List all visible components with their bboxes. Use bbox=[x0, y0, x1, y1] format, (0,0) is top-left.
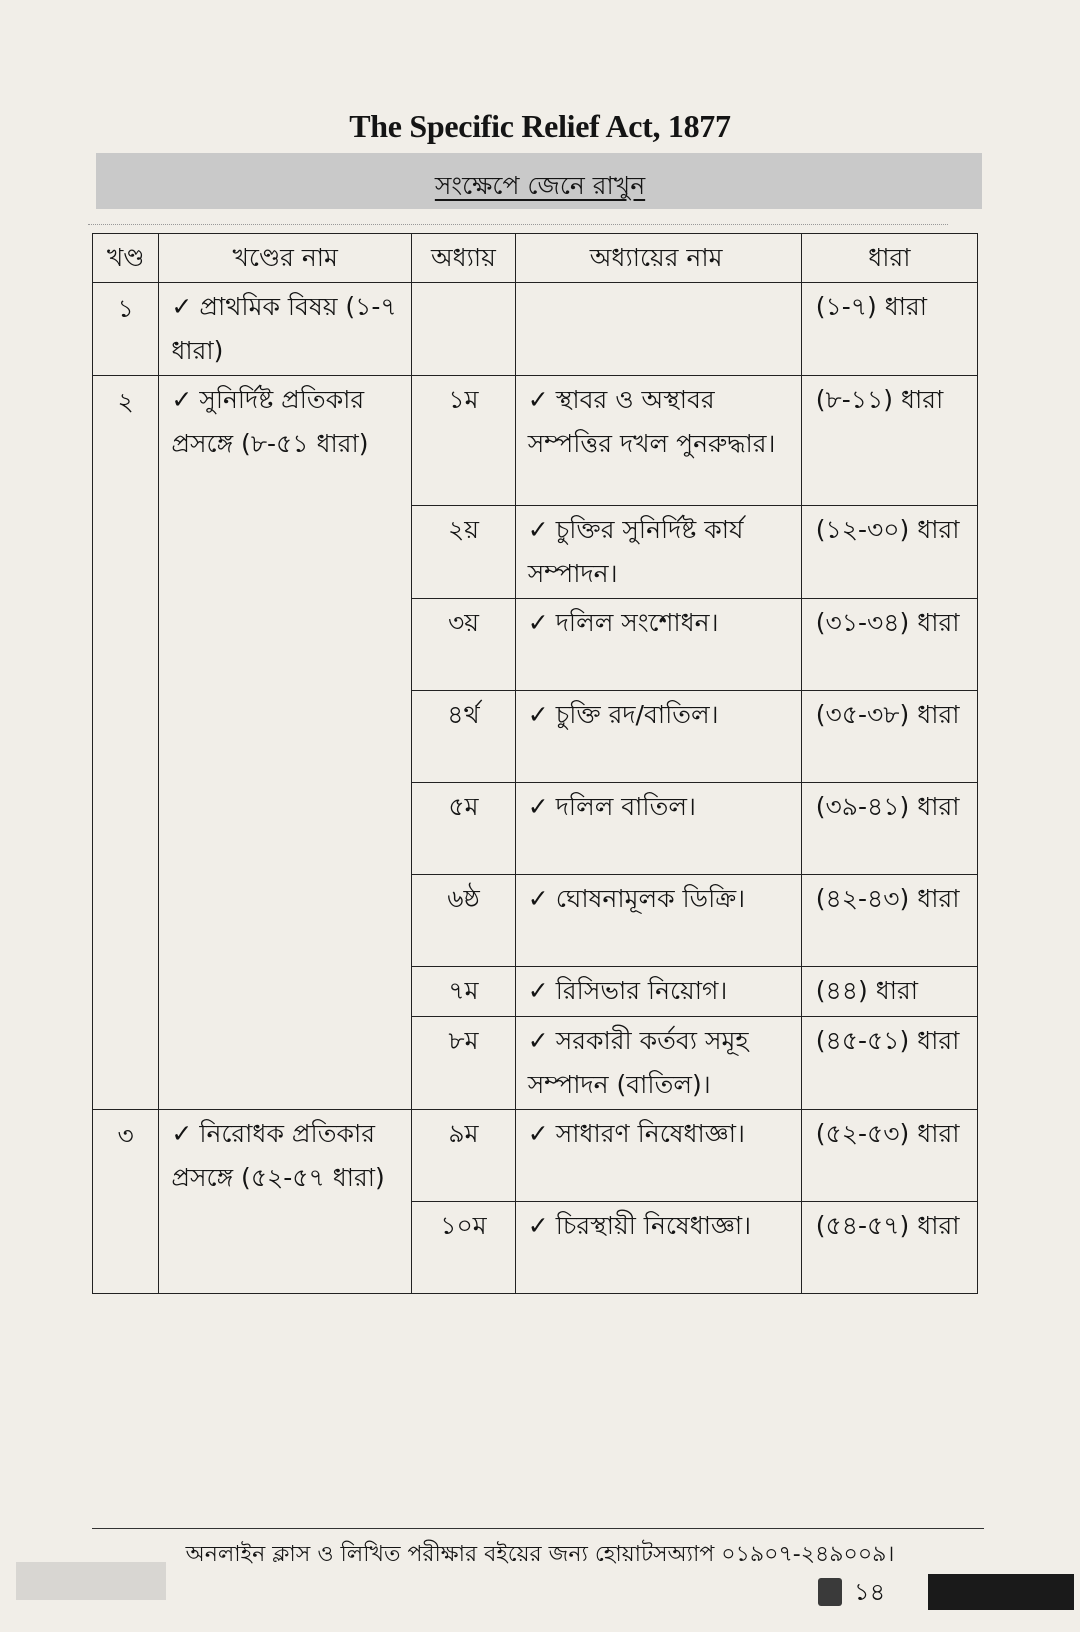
chapter-name-cell bbox=[515, 599, 801, 691]
check-icon: ✓ bbox=[527, 1119, 549, 1148]
check-icon: ✓ bbox=[527, 976, 549, 1005]
check-icon: ✓ bbox=[171, 292, 193, 321]
footer-decoration bbox=[16, 1562, 166, 1600]
section-range: (৩৯-৪১) ধারা bbox=[801, 783, 977, 875]
chapter-name-cell bbox=[515, 967, 801, 1017]
chapter-number: ৫ম bbox=[412, 783, 516, 875]
chapter-name-cell bbox=[515, 783, 801, 875]
summary-table bbox=[92, 233, 978, 1294]
check-icon: ✓ bbox=[527, 700, 549, 729]
divider bbox=[88, 224, 948, 225]
chapter-name-cell bbox=[515, 1110, 801, 1202]
chapter-name-cell bbox=[515, 1202, 801, 1294]
section-range: (৮-১১) ধারা bbox=[801, 376, 977, 506]
chapter-number: ৬ষ্ঠ bbox=[412, 875, 516, 967]
header-section: ধারা bbox=[801, 234, 977, 283]
chapter-number: ৩য় bbox=[412, 599, 516, 691]
section-range: (৫৪-৫৭) ধারা bbox=[801, 1202, 977, 1294]
check-icon: ✓ bbox=[527, 792, 549, 821]
page-title: The Specific Relief Act, 1877 bbox=[349, 108, 731, 144]
check-icon: ✓ bbox=[527, 1026, 549, 1055]
check-icon: ✓ bbox=[171, 1119, 193, 1148]
check-icon: ✓ bbox=[527, 884, 549, 913]
chapter-name-cell bbox=[515, 506, 801, 599]
chapter-name bbox=[515, 283, 801, 376]
part-number: ১ bbox=[93, 283, 159, 376]
chapter-number: ১ম bbox=[412, 376, 516, 506]
section-range: (৪২-৪৩) ধারা bbox=[801, 875, 977, 967]
section-range: (৪৪) ধারা bbox=[801, 967, 977, 1017]
section-range: (৩১-৩৪) ধারা bbox=[801, 599, 977, 691]
table-header-row bbox=[93, 234, 978, 283]
section-range: (১-৭) ধারা bbox=[801, 283, 977, 376]
chapter-name: সরকারী কর্তব্য সমূহ সম্পাদন (বাতিল)। bbox=[527, 1026, 749, 1099]
part-name: নিরোধক প্রতিকার প্রসঙ্গে (৫২-৫৭ ধারা) bbox=[171, 1119, 385, 1192]
header-part: খণ্ড bbox=[93, 234, 159, 283]
part-number: ৩ bbox=[93, 1110, 159, 1294]
chapter-name: রিসিভার নিয়োগ। bbox=[555, 976, 728, 1005]
chapter-name: চুক্তির সুনির্দিষ্ট কার্য সম্পাদন। bbox=[527, 515, 744, 588]
chapter-number bbox=[412, 283, 516, 376]
check-icon: ✓ bbox=[527, 1211, 549, 1240]
section-range: (১২-৩০) ধারা bbox=[801, 506, 977, 599]
chapter-name-cell bbox=[515, 1017, 801, 1110]
chapter-name-cell bbox=[515, 376, 801, 506]
footer-divider bbox=[92, 1528, 984, 1529]
chapter-number: ৪র্থ bbox=[412, 691, 516, 783]
chapter-number: ৮ম bbox=[412, 1017, 516, 1110]
chapter-number: ২য় bbox=[412, 506, 516, 599]
page-number: ১৪ bbox=[854, 1578, 886, 1606]
check-icon: ✓ bbox=[527, 385, 549, 414]
part-name-cell bbox=[159, 376, 412, 1110]
chapter-name: চিরস্থায়ী নিষেধাজ্ঞা। bbox=[555, 1211, 752, 1240]
section-range: (৫২-৫৩) ধারা bbox=[801, 1110, 977, 1202]
header-chapter-name: অধ্যায়ের নাম bbox=[515, 234, 801, 283]
chapter-name-cell bbox=[515, 691, 801, 783]
check-icon: ✓ bbox=[171, 385, 193, 414]
table-row bbox=[93, 1110, 978, 1202]
part-name: সুনির্দিষ্ট প্রতিকার প্রসঙ্গে (৮-৫১ ধারা) bbox=[171, 385, 369, 458]
section-range: (৪৫-৫১) ধারা bbox=[801, 1017, 977, 1110]
chapter-name: দলিল বাতিল। bbox=[555, 792, 696, 821]
table-row bbox=[93, 376, 978, 506]
chapter-name: ঘোষনামূলক ডিক্রি। bbox=[555, 884, 746, 913]
chapter-number: ১০ম bbox=[412, 1202, 516, 1294]
footer-bar bbox=[928, 1574, 1074, 1610]
chapter-name-cell bbox=[515, 875, 801, 967]
check-icon: ✓ bbox=[527, 515, 549, 544]
check-icon: ✓ bbox=[527, 608, 549, 637]
part-name: প্রাথমিক বিষয় (১-৭ ধারা) bbox=[171, 292, 397, 365]
chapter-number: ৭ম bbox=[412, 967, 516, 1017]
header-chapter: অধ্যায় bbox=[412, 234, 516, 283]
chapter-number: ৯ম bbox=[412, 1110, 516, 1202]
chapter-name: চুক্তি রদ/বাতিল। bbox=[555, 700, 719, 729]
part-name-cell bbox=[159, 1110, 412, 1294]
part-number: ২ bbox=[93, 376, 159, 1110]
page-marker-icon bbox=[818, 1578, 842, 1606]
chapter-name: স্থাবর ও অস্থাবর সম্পত্তির দখল পুনরুদ্ধার। bbox=[527, 385, 776, 458]
chapter-name: সাধারণ নিষেধাজ্ঞা। bbox=[555, 1119, 745, 1148]
page-subtitle: সংক্ষেপে জেনে রাখুন bbox=[434, 171, 646, 200]
part-name-cell bbox=[159, 283, 412, 376]
section-range: (৩৫-৩৮) ধারা bbox=[801, 691, 977, 783]
footer-note: অনলাইন ক্লাস ও লিখিত পরীক্ষার বইয়ের জন্য হোয়াটসঅ্যাপ ০১৯০৭-২৪৯০০৯। bbox=[185, 1542, 895, 1567]
table-row bbox=[93, 283, 978, 376]
header-part-name: খণ্ডের নাম bbox=[159, 234, 412, 283]
chapter-name: দলিল সংশোধন। bbox=[555, 608, 719, 637]
